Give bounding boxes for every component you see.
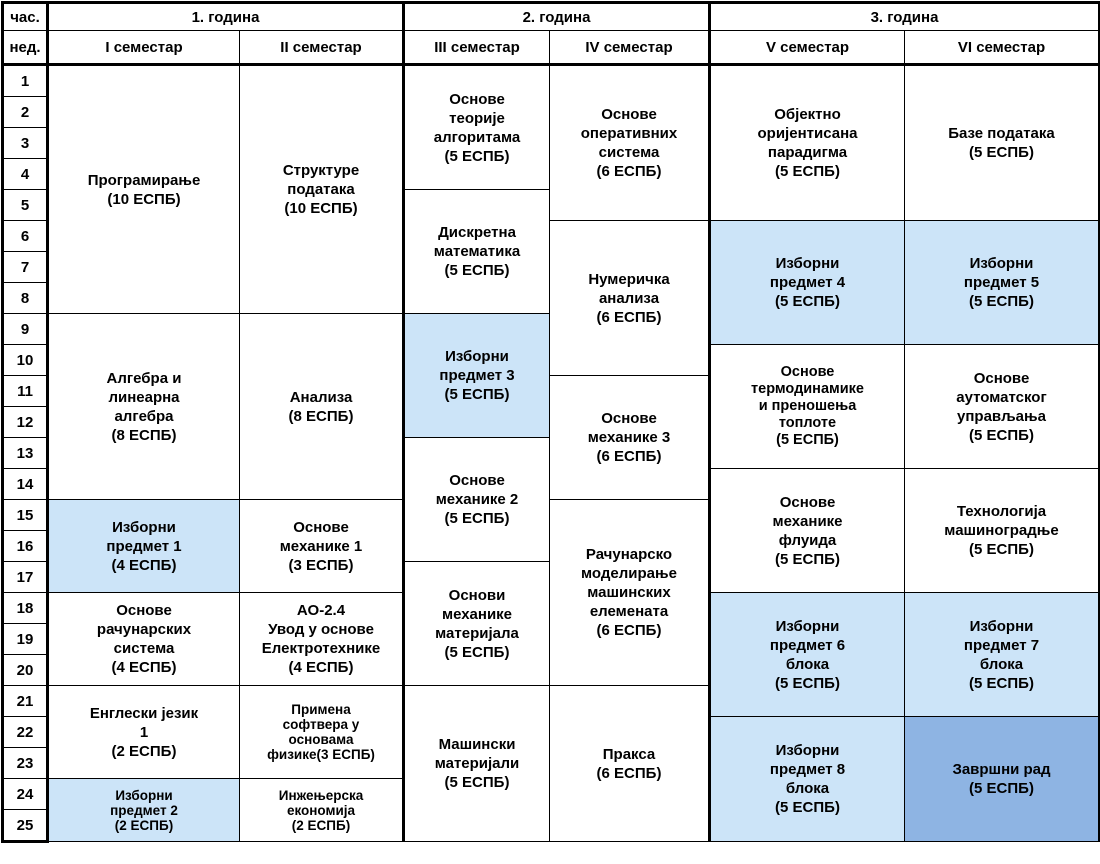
year-2-header: 2. година bbox=[404, 3, 710, 31]
hour-number: 7 bbox=[3, 252, 48, 283]
course-inzenjerska-ekonomija: Инжењерска економија (2 ЕСПБ) bbox=[240, 779, 404, 842]
course-izborni-predmet-3: Изборни предмет 3 (5 ЕСПБ) bbox=[404, 314, 550, 438]
course-zavrsni-rad: Завршни рад (5 ЕСПБ) bbox=[905, 717, 1100, 842]
course-mehanika-3: Основе механике 3 (6 ЕСПБ) bbox=[550, 376, 710, 500]
course-baze-podataka: Базе података (5 ЕСПБ) bbox=[905, 65, 1100, 221]
course-objektno-orijentisana: Објектно оријентисана парадигма (5 ЕСПБ) bbox=[710, 65, 905, 221]
course-diskretna-matematika: Дискретна математика (5 ЕСПБ) bbox=[404, 190, 550, 314]
hour-number: 3 bbox=[3, 128, 48, 159]
hour-number: 22 bbox=[3, 717, 48, 748]
semester-6-header: VI семестар bbox=[905, 31, 1100, 65]
course-masinski-materijali: Машински материјали (5 ЕСПБ) bbox=[404, 686, 550, 842]
hours-label-bottom: нед. bbox=[3, 31, 48, 65]
hour-number: 1 bbox=[3, 65, 48, 97]
semester-3-header: III семестар bbox=[404, 31, 550, 65]
hour-number: 18 bbox=[3, 593, 48, 624]
course-izborni-predmet-6: Изборни предмет 6 блока (5 ЕСПБ) bbox=[710, 593, 905, 717]
hour-number: 13 bbox=[3, 438, 48, 469]
hour-number: 9 bbox=[3, 314, 48, 345]
curriculum-table bbox=[1, 1, 1100, 843]
year-3-header: 3. година bbox=[710, 3, 1100, 31]
course-mehanika-materijala: Основи механике материјала (5 ЕСПБ) bbox=[404, 562, 550, 686]
course-mehanika-fluida: Основе механике флуида (5 ЕСПБ) bbox=[710, 469, 905, 593]
hour-number: 6 bbox=[3, 221, 48, 252]
hour-number: 11 bbox=[3, 376, 48, 407]
hour-number: 20 bbox=[3, 655, 48, 686]
course-elektrotehnika: АО-2.4 Увод у основе Електротехнике (4 ЕСПБ) bbox=[240, 593, 404, 686]
hour-number: 2 bbox=[3, 97, 48, 128]
semester-1-header: I семестар bbox=[48, 31, 240, 65]
hour-number: 8 bbox=[3, 283, 48, 314]
hour-number: 10 bbox=[3, 345, 48, 376]
course-izborni-predmet-4: Изборни предмет 4 (5 ЕСПБ) bbox=[710, 221, 905, 345]
semester-4-header: IV семестар bbox=[550, 31, 710, 65]
course-analiza: Анализа (8 ЕСПБ) bbox=[240, 314, 404, 500]
course-izborni-predmet-8: Изборни предмет 8 блока (5 ЕСПБ) bbox=[710, 717, 905, 842]
course-praksa: Пракса (6 ЕСПБ) bbox=[550, 686, 710, 842]
course-numericka-analiza: Нумеричка анализа (6 ЕСПБ) bbox=[550, 221, 710, 376]
course-engleski-jezik: Енглески језик 1 (2 ЕСПБ) bbox=[48, 686, 240, 779]
hour-number: 21 bbox=[3, 686, 48, 717]
course-automatsko-upravljanje: Основе аутоматског управљања (5 ЕСПБ) bbox=[905, 345, 1100, 469]
hour-number: 12 bbox=[3, 407, 48, 438]
course-mehanika-2: Основе механике 2 (5 ЕСПБ) bbox=[404, 438, 550, 562]
semester-2-header: II семестар bbox=[240, 31, 404, 65]
hour-number: 15 bbox=[3, 500, 48, 531]
course-programiranje: Програмирање (10 ЕСПБ) bbox=[48, 65, 240, 314]
year-1-header: 1. година bbox=[48, 3, 404, 31]
course-primena-softvera: Примена софтвера у основама физике(3 ЕСПБ) bbox=[240, 686, 404, 779]
course-algebra: Алгебра и линеарна алгебра (8 ЕСПБ) bbox=[48, 314, 240, 500]
course-strukture-podataka: Структуре података (10 ЕСПБ) bbox=[240, 65, 404, 314]
course-termodinamika: Основе термодинамике и преношења топлоте (5 ЕСПБ) bbox=[710, 345, 905, 469]
hour-number: 4 bbox=[3, 159, 48, 190]
hour-number: 5 bbox=[3, 190, 48, 221]
hour-number: 17 bbox=[3, 562, 48, 593]
hour-number: 24 bbox=[3, 779, 48, 810]
course-izborni-predmet-2: Изборни предмет 2 (2 ЕСПБ) bbox=[48, 779, 240, 842]
course-izborni-predmet-1: Изборни предмет 1 (4 ЕСПБ) bbox=[48, 500, 240, 593]
hour-number: 23 bbox=[3, 748, 48, 779]
semester-5-header: V семестар bbox=[710, 31, 905, 65]
course-racunarski-sistemi: Основе рачунарских система (4 ЕСПБ) bbox=[48, 593, 240, 686]
course-operativni-sistemi: Основе оперативних система (6 ЕСПБ) bbox=[550, 65, 710, 221]
course-mehanika-1: Основе механике 1 (3 ЕСПБ) bbox=[240, 500, 404, 593]
hour-number: 16 bbox=[3, 531, 48, 562]
hours-label-top: час. bbox=[3, 3, 48, 31]
course-tehnologija-masinogradnje: Технологија машиноградње (5 ЕСПБ) bbox=[905, 469, 1100, 593]
hour-number: 25 bbox=[3, 810, 48, 842]
course-racunarsko-modeliranje: Рачунарско моделирање машинских елемената (6 ЕСПБ) bbox=[550, 500, 710, 686]
course-izborni-predmet-7: Изборни предмет 7 блока (5 ЕСПБ) bbox=[905, 593, 1100, 717]
course-izborni-predmet-5: Изборни предмет 5 (5 ЕСПБ) bbox=[905, 221, 1100, 345]
hour-number: 19 bbox=[3, 624, 48, 655]
course-teorija-algoritama: Основе теорије алгоритама (5 ЕСПБ) bbox=[404, 65, 550, 190]
hour-number: 14 bbox=[3, 469, 48, 500]
